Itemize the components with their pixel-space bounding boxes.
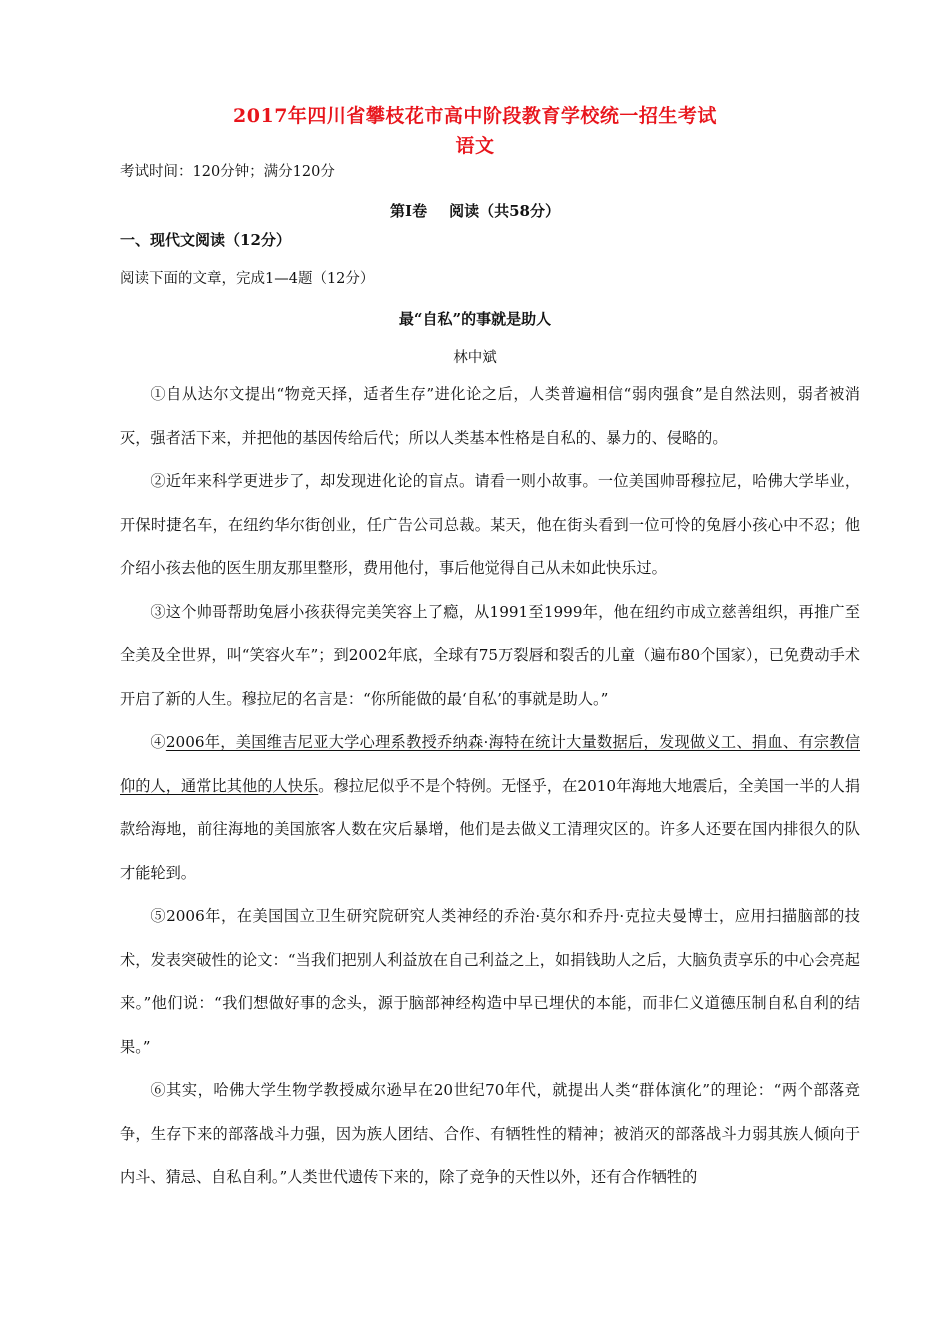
- instruction-text: 阅读下面的文章，完成1—4题（12分）: [120, 271, 375, 287]
- paragraph-1: ①自从达尔文提出“物竞天择，适者生存”进化论之后，人类普遍相信“弱肉强食”是自然法则，弱者被消灭，强者活下来，并把他的基因传给后代；所以人类基本性格是自私的、暴力的、侵略的。: [120, 385, 860, 447]
- article-author: 林中斌: [453, 350, 497, 366]
- exam-title: 2017年四川省攀枝花市高中阶段教育学校统一招生考试: [233, 105, 717, 127]
- paragraph-4: [120, 721, 860, 895]
- paragraph-3: ③这个帅哥帮助兔唇小孩获得完美笑容上了瘾，从1991至1999年，他在纽约市成立慈善组织，再推广至全美及全世界，叫“笑容火车”；到2002年底，全球有75万裂唇和裂舌的儿童（遍布80个国家），已免费动手术开启了新的人生。穆拉尼的名言是：“你所能做的最‘自私’的事就是助人。”: [120, 602, 860, 708]
- volume-label: 第Ⅰ卷: [390, 202, 428, 220]
- paragraph-2: ②近年来科学更进步了，却发现进化论的盲点。请看一则小故事。一位美国帅哥穆拉尼，哈佛大学毕业，开保时捷名车，在纽约华尔街创业，任广告公司总裁。某天，他在街头看到一位可怜的兔唇小孩心中不忍；他介绍小孩去他的医生朋友那里整形，费用他付，事后他觉得自己从未如此快乐过。: [120, 472, 860, 577]
- paragraph-5: ⑤2006年，在美国国立卫生研究院研究人类神经的乔治·莫尔和乔丹·克拉夫曼博士，应用扫描脑部的技术，发表突破性的论文：“当我们把别人利益放在自己利益之上，如捐钱助人之后，大脑负责享乐的中心会亮起来。”他们说：“我们想做好事的念头，源于脑部神经构造中早已埋伏的本能，而非仁义道德压制自私自利的结果。”: [120, 907, 860, 1056]
- paragraph-4-number: ④: [150, 733, 166, 751]
- part-heading: 一、现代文阅读（12分）: [120, 231, 291, 249]
- section-heading: [0, 200, 950, 221]
- underlined-sentence: 2006年，美国维吉尼亚大学心理系教授乔纳森·海特在统计大量数据后，发现做义工、捐血、有宗教信仰的人，通常比其他的人快乐: [120, 733, 860, 795]
- exam-info: 考试时间：120分钟；满分120分: [120, 164, 335, 180]
- article-body: [120, 373, 860, 1200]
- section-name: 阅读（共58分）: [449, 202, 560, 220]
- paragraph-4-rest: 。穆拉尼似乎不是个特例。无怪乎，在2010年海地大地震后，全美国一半的人捐款给海地，前往海地的美国旅客人数在灾后暴增，他们是去做义工清理灾区的。许多人还要在国内排很久的队才能轮到。: [120, 776, 861, 882]
- subject-title: 语文: [455, 135, 495, 157]
- paragraph-6: ⑥其实，哈佛大学生物学教授威尔逊早在20世纪70年代，就提出人类“群体演化”的理论：“两个部落竞争，生存下来的部落战斗力强，因为族人团结、合作、有牺牲性的精神；被消灭的部落战斗力弱其族人倾向于内斗、猜忌、自私自利。”人类世代遗传下来的，除了竞争的天性以外，还有合作牺牲的: [120, 1081, 860, 1186]
- article-title: 最“自私”的事就是助人: [398, 310, 552, 328]
